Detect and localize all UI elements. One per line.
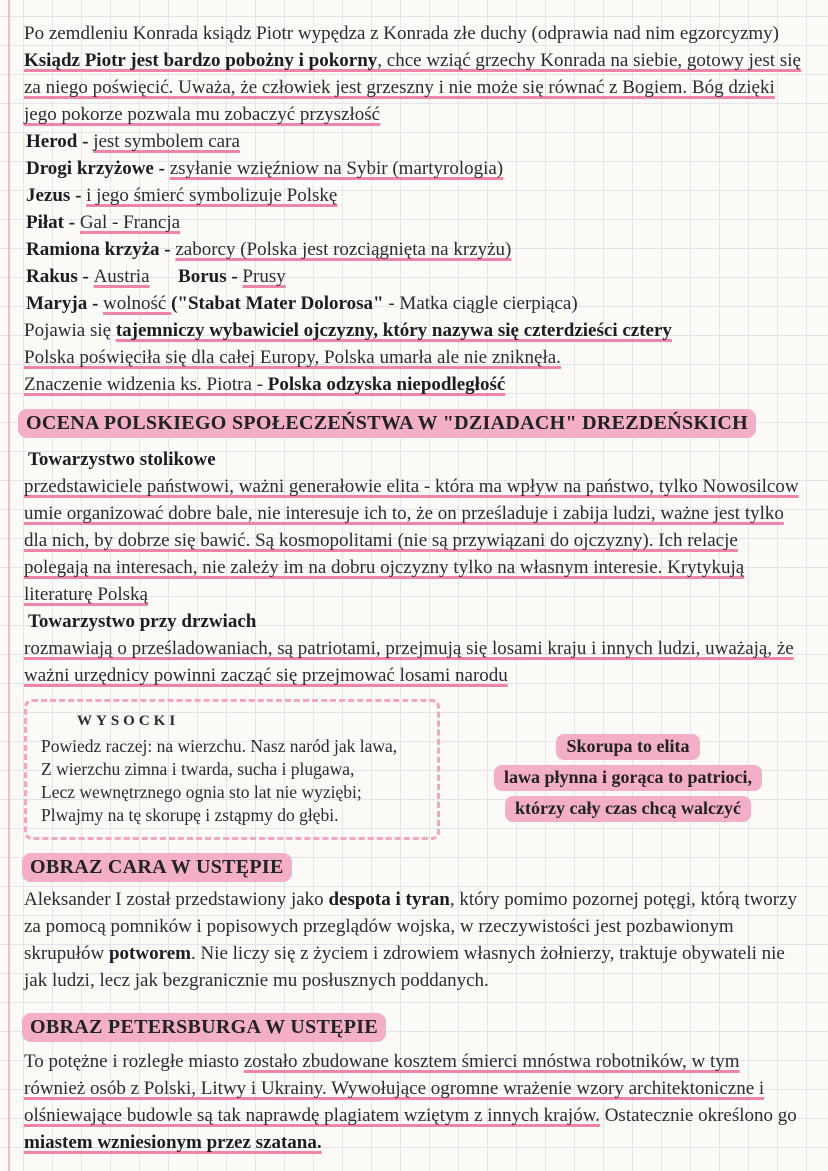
paragraph-intro — [24, 20, 802, 128]
text-segment: przedstawiciele państwowi, ważni generałowie elita - która ma wpływ na państwo, tylko Nowosilcow umie organizować dobre bale, nie interesuje ich to, że on prześladuje i zabija ludzi, ważne jest tylko dla nich, by dobrze się bawić. Są kosmopolitami (nie są przywiązani do ojczyzny). Ich relacje polegają na interesach, nie zależy im na dobru ojczyzny tylko na własnym interesie. Krytykują literaturę Polską — [24, 476, 799, 605]
text-segment: ("Stabat Mater Dolorosa" — [171, 293, 389, 314]
text-segment: Polska odzyska niepodległość — [267, 374, 506, 395]
wysocki-quote-section — [24, 699, 802, 840]
text-segment: Ramiona krzyża - — [26, 239, 176, 260]
wysocki-quote-box — [24, 699, 440, 840]
quote-line: Plwajmy na tę skorupę i zstąpmy do głębi. — [41, 805, 339, 825]
subheading-towarzystwo-przy-drzwiach: Towarzystwo przy drzwiach — [28, 611, 257, 632]
text-segment: To potężne i rozległe miasto — [24, 1051, 244, 1072]
definition-rakus-borus — [24, 263, 802, 290]
text-segment: , który pomimo pozornej potęgi, którą tworzy za pomocą pomników i popisowych przeglądów wojska, w rzeczywistości jest pozbawionym skrupułów — [24, 889, 798, 964]
definition-drogi-krzyzowe — [24, 155, 802, 182]
symbols-definition-list — [24, 128, 802, 317]
text-segment: Piłat - — [26, 212, 80, 233]
quote-line: Lecz wewnętrznego ognia sto lat nie wyziębi; — [41, 782, 362, 802]
text-segment: , chce wziąć grzechy Konrada na siebie, gotowy jest się za niego poświęcić. — [24, 50, 801, 98]
text-segment: . Nie liczy się z życiem i zdrowiem własnych żołnierzy, traktuje obywateli nie jak ludzi, lecz jak bezgranicznie mu posłusznych poddanych. — [24, 943, 785, 991]
text-segment: Znaczenie widzenia ks. Piotra - — [24, 374, 268, 395]
paragraph-poland-sacrifice — [24, 344, 802, 371]
definition-ramiona-krzyza — [24, 236, 802, 263]
heading-highlight: OBRAZ CARA W USTĘPIE — [22, 853, 292, 882]
text-segment: Uważa, że człowiek jest grzeszny i nie może się równać z Bogiem. — [178, 77, 692, 98]
text-segment: Polska poświęciła się dla całej Europy, Polska umarła ale nie zniknęła. — [24, 347, 561, 368]
definition-maryja — [24, 290, 802, 317]
subheading-towarzystwo-stolikowe: Towarzystwo stolikowe — [28, 449, 216, 470]
text-segment: Ostatecznie określono go — [599, 1105, 797, 1126]
text-segment: Rakus - — [26, 266, 94, 287]
text-segment: potworem — [108, 943, 191, 964]
quote-interpretation-note — [440, 699, 802, 840]
text-segment: Jezus - — [26, 185, 87, 206]
note-line-highlighted: Skorupa to elita — [556, 734, 699, 760]
text-segment: wolność — [103, 293, 172, 314]
note-line-highlighted: lawa płynna i gorąca to patrioci, — [494, 765, 762, 791]
text-segment: zsyłanie wzięźniow na Sybir (martyrologia) — [169, 158, 504, 179]
text-segment: i jego śmierć symbolizuje Polskę — [86, 185, 338, 206]
text-segment: zostało zbudowane kosztem śmierci mnóstwa robotników, w tym również osób z Polski, Litwy i Ukrainy. Wywołujące ogromne wrażenie wzory architektoniczne i olśniewające budowle są tak naprawdę plagiatem wziętym z innych krajów. — [24, 1051, 765, 1126]
text-segment: Drogi krzyżowe - — [26, 158, 170, 179]
text-segment: miastem wzniesionym przez szatana. — [24, 1132, 322, 1153]
text-segment: - Matka ciągle cierpiąca) — [388, 293, 578, 314]
quote-title: WYSOCKI — [77, 713, 180, 729]
note-line-highlighted: którzy cały czas chcą walczyć — [505, 796, 751, 822]
text-segment — [150, 266, 179, 287]
margin-line — [8, 0, 10, 1171]
heading-highlight: OBRAZ PETERSBURGA W USTĘPIE — [22, 1013, 386, 1042]
quote-line: Powiedz raczej: na wierzchu. Nasz naród jak lawa, — [41, 736, 398, 756]
notes-content — [24, 20, 802, 1156]
text-segment: despota i tyran — [328, 889, 450, 910]
heading-petersburg-image — [22, 1012, 802, 1042]
text-segment: Aleksander I został przedstawiony jako — [24, 889, 329, 910]
text-segment: tajemniczy wybawiciel ojczyzny, który nazywa się czterdzieści cztery — [115, 320, 672, 341]
paragraph-vision-meaning — [24, 371, 802, 398]
text-segment: Ksiądz Piotr jest bardzo pobożny i pokorny — [24, 50, 378, 71]
heading-highlight: OCENA POLSKIEGO SPOŁECZEŃSTWA W "DZIADACH" DREZDEŃSKICH — [18, 409, 756, 438]
text-segment: Maryja - — [26, 293, 104, 314]
text-segment: Prusy — [242, 266, 286, 287]
paragraph-tsar-image — [24, 886, 802, 994]
heading-tsar-image — [22, 852, 802, 882]
text-segment: Pojawia się — [24, 320, 116, 341]
text-segment: Gal - Francja — [79, 212, 181, 233]
definition-jezus — [24, 182, 802, 209]
text-segment: Borus - — [178, 266, 243, 287]
text-segment: Bóg dzięki jego pokorze pozwala mu zobaczyć przyszłość — [24, 77, 775, 125]
text-segment: Austria — [93, 266, 150, 287]
definition-pilat — [24, 209, 802, 236]
text-segment: jest symbolem cara — [93, 131, 240, 152]
paragraph-towarzystwo-przy-drzwiach — [24, 635, 802, 689]
heading-society-assessment — [18, 408, 802, 438]
text-segment: zaborcy (Polska jest rozciągnięta na krzyżu) — [175, 239, 512, 260]
text-segment: rozmawiają o prześladowaniach, są patriotami, przejmują się losami kraju i innych ludzi, uważają, że ważni urzędnicy powinni zacząć się przejmować losami narodu — [24, 638, 794, 686]
paragraph-petersburg-image — [24, 1048, 802, 1156]
text-segment: Po zemdleniu Konrada ksiądz Piotr wypędza z Konrada złe duchy (odprawia nad nim egzorcyzmy) — [24, 23, 779, 44]
text-segment: Herod - — [26, 131, 94, 152]
definition-herod — [24, 128, 802, 155]
quote-line: Z wierzchu zimna i twarda, sucha i plugawa, — [41, 759, 355, 779]
paragraph-towarzystwo-stolikowe — [24, 473, 802, 608]
paragraph-savior — [24, 317, 802, 344]
